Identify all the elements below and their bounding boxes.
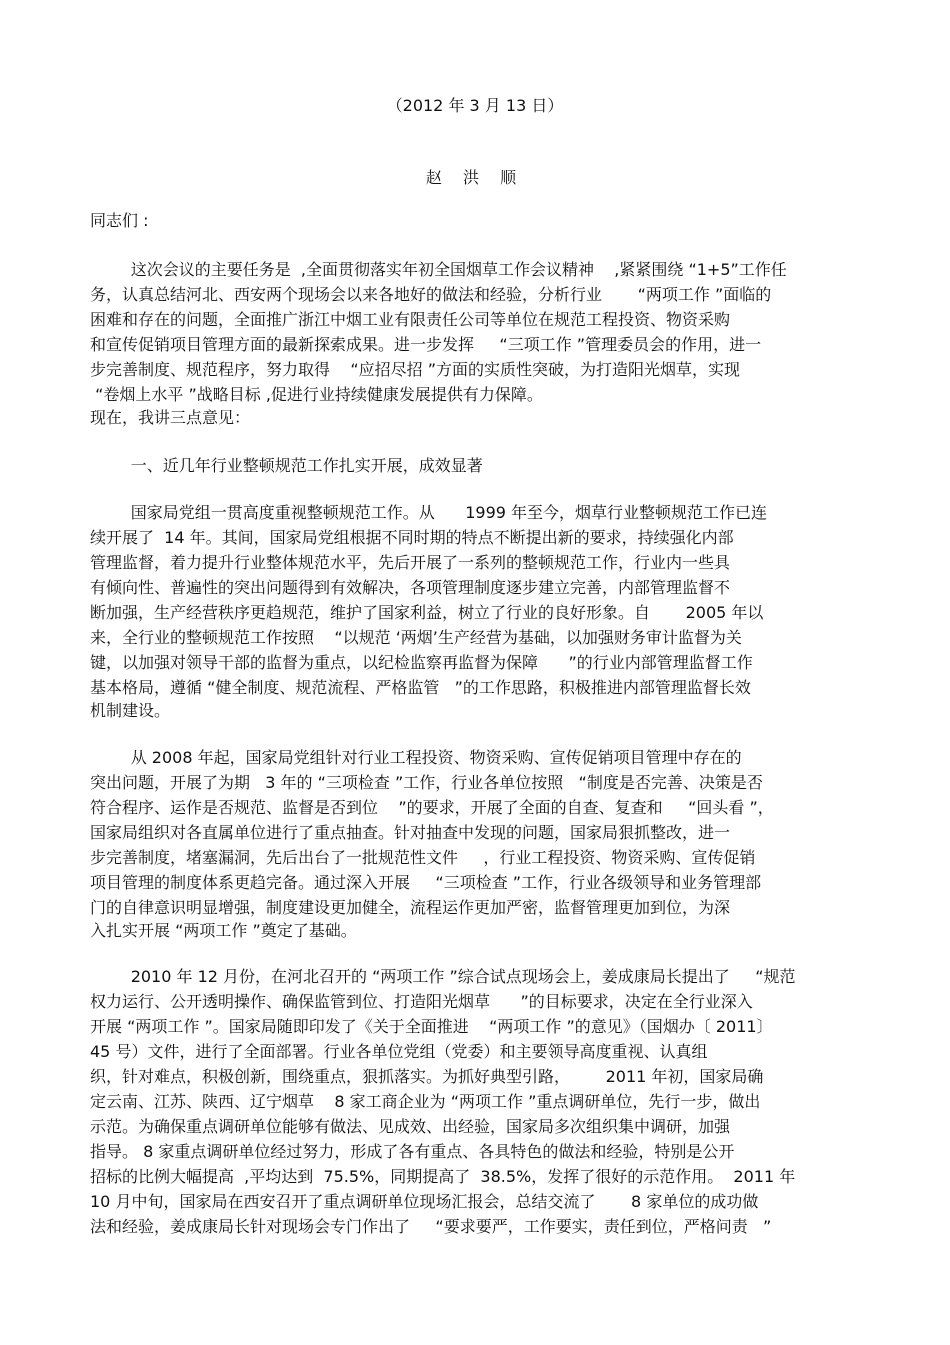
text-line: 从 2008 年起，国家局党组针对行业工程投资、物资采购、宣传促销项目管理中存在的 xyxy=(90,748,742,767)
text-line: 招标的比例大幅提高 ,平均达到 75.5%，同期提高了 38.5%，发挥了很好的示范作用。 2011 年 xyxy=(90,1167,796,1186)
text-line: 符合程序、运作是否规范、监督是否到位 ”的要求，开展了全面的自查、复查和 “回头看 ”， xyxy=(90,798,774,817)
text-line: 和宣传促销项目管理方面的最新探索成果。进一步发挥 “三项工作 ”管理委员会的作用，进一 xyxy=(90,335,762,354)
text-line: 示范。为确保重点调研单位能够有做法、见成效、出经验，国家局多次组织集中调研，加强 xyxy=(90,1117,731,1136)
text-line: 权力运行、公开透明操作、确保监管到位、打造阳光烟草 ”的目标要求，决定在全行业深入 xyxy=(90,992,753,1011)
speech-date: （2012 年 3 月 13 日） xyxy=(386,96,564,115)
text-line: 项目管理的制度体系更趋完备。通过深入开展 “三项检查 ”工作，行业各级领导和业务管理部 xyxy=(90,873,762,892)
text-line: 步完善制度、规范程序，努力取得 “应招尽招 ”方面的实质性突破，为打造阳光烟草，实现 xyxy=(90,360,741,379)
speech-author: 赵 洪 顺 xyxy=(425,168,525,187)
text-line: 定云南、江苏、陕西、辽宁烟草 8 家工商企业为 “两项工作 ”重点调研单位，先行一步，做出 xyxy=(90,1092,761,1111)
text-line: 机制建设。 xyxy=(90,701,171,720)
text-line: 10 月中旬，国家局在西安召开了重点调研单位现场汇报会，总结交流了 8 家单位的成功做 xyxy=(90,1192,759,1211)
text-line: 法和经验，姜成康局长针对现场会专门作出了 “要求要严，工作要实，责任到位，严格问责 ” xyxy=(90,1217,772,1236)
text-line: 基本格局，遵循 “健全制度、规范流程、严格监管 ”的工作思路，积极推进内部管理监督长效 xyxy=(90,678,751,697)
text-line: 续开展了 14 年。其间，国家局党组根据不同时期的特点不断提出新的要求，持续强化内部 xyxy=(90,528,734,547)
text-line: 国家局组织对各直属单位进行了重点抽查。针对抽查中发现的问题，国家局狠抓整改，进一 xyxy=(90,823,731,842)
text-line: 键，以加强对领导干部的监督为重点，以纪检监察再监督为保障 ”的行业内部管理监督工作 xyxy=(90,653,753,672)
text-line: 指导。 8 家重点调研单位经过努力，形成了各有重点、各具特色的做法和经验，特别是公开 xyxy=(90,1142,735,1161)
text-line: 务，认真总结河北、西安两个现场会以来各地好的做法和经验，分析行业 “两项工作 ”面临的 xyxy=(90,285,772,304)
text-line: 45 号）文件，进行了全面部署。行业各单位党组（党委）和主要领导高度重视、认真组 xyxy=(90,1042,708,1061)
text-line: 这次会议的主要任务是 ,全面贯彻落实年初全国烟草工作会议精神 ,紧紧围绕 “1+5”工作任 xyxy=(90,260,787,279)
text-line: 来，全行业的整顿规范工作按照 “以规范 ‘两烟’生产经营为基础，以加强财务审计监督为关 xyxy=(90,628,742,647)
text-line: 断加强，生产经营秩序更趋规范，维护了国家利益，树立了行业的良好形象。自 2005 年以 xyxy=(90,603,764,622)
text-line: 困难和存在的问题，全面推广浙江中烟工业有限责任公司等单位在规范工程投资、物资采购 xyxy=(90,310,731,329)
text-line: 门的自律意识明显增强，制度建设更加健全，流程运作更加严密，监督管理更加到位，为深 xyxy=(90,898,731,917)
text-line: 突出问题，开展了为期 3 年的 “三项检查 ”工作，行业各单位按照 “制度是否完善、决策是否 xyxy=(90,773,763,792)
text-line: 管理监督，着力提升行业整体规范水平，先后开展了一系列的整顿规范工作，行业内一些具 xyxy=(90,553,731,572)
text-line: 步完善制度，堵塞漏洞，先后出台了一批规范性文件 ，行业工程投资、物资采购、宣传促销 xyxy=(90,848,756,867)
text-line: 入扎实开展 “两项工作 ”奠定了基础。 xyxy=(90,921,357,940)
text-line: 有倾向性、普遍性的突出问题得到有效解决，各项管理制度逐步建立完善，内部管理监督不 xyxy=(90,578,731,597)
section-heading: 一、近几年行业整顿规范工作扎实开展，成效显著 xyxy=(90,456,483,475)
text-line: 开展 “两项工作 ”。国家局随即印发了《关于全面推进 “两项工作 ”的意见》（国烟办〔 2011〕 xyxy=(90,1017,773,1036)
text-line: “卷烟上水平 ”战略目标 ,促进行业持续健康发展提供有力保障。 xyxy=(90,385,543,404)
text-line: 织，针对难点，积极创新，围绕重点，狠抓落实。为抓好典型引路， 2011 年初，国家局确 xyxy=(90,1067,764,1086)
text-line: 国家局党组一贯高度重视整顿规范工作。从 1999 年至今，烟草行业整顿规范工作已连 xyxy=(90,503,768,522)
text-line: 现在，我讲三点意见： xyxy=(90,408,251,427)
salutation: 同志们 : xyxy=(90,211,149,230)
text-line: 2010 年 12 月份，在河北召开的 “两项工作 ”综合试点现场会上，姜成康局长提出了 “规范 xyxy=(90,967,796,986)
